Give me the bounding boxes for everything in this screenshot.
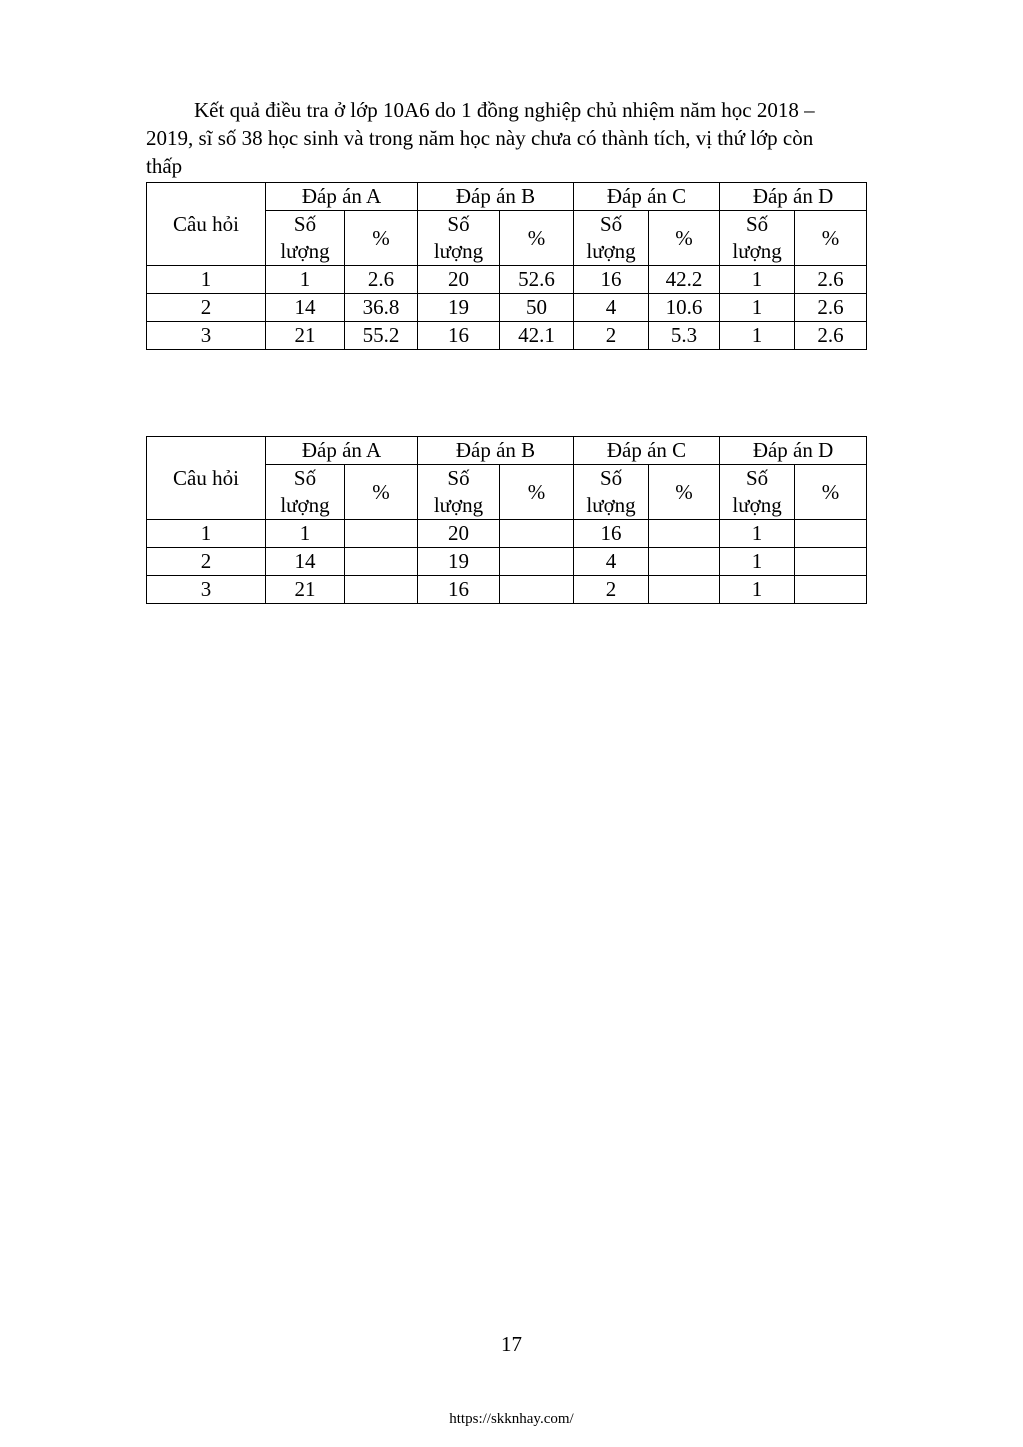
header-answer-b: Đáp án B <box>418 437 574 465</box>
cell-a-percent <box>345 520 418 548</box>
header-quantity: Số lượng <box>720 465 795 520</box>
cell-question: 3 <box>147 576 266 604</box>
cell-c-percent: 10.6 <box>649 294 720 322</box>
cell-a-percent <box>345 548 418 576</box>
cell-b-percent <box>500 520 574 548</box>
cell-b-count: 19 <box>418 294 500 322</box>
header-quantity: Số lượng <box>574 211 649 266</box>
cell-d-percent: 2.6 <box>795 266 867 294</box>
header-percent: % <box>500 211 574 266</box>
cell-question: 1 <box>147 266 266 294</box>
header-answer-c: Đáp án C <box>574 437 720 465</box>
cell-c-percent <box>649 520 720 548</box>
header-percent: % <box>500 465 574 520</box>
table-row <box>147 294 867 322</box>
intro-line-2: 2019, sĩ số 38 học sinh và trong năm học này chưa có thành tích, vị thứ lớp còn <box>146 126 814 150</box>
cell-a-percent: 36.8 <box>345 294 418 322</box>
cell-d-percent <box>795 520 867 548</box>
cell-d-count: 1 <box>720 322 795 350</box>
table-row <box>147 576 867 604</box>
cell-b-count: 19 <box>418 548 500 576</box>
cell-c-count: 2 <box>574 576 649 604</box>
cell-a-count: 1 <box>266 266 345 294</box>
table-row <box>147 548 867 576</box>
cell-d-count: 1 <box>720 520 795 548</box>
cell-c-percent: 5.3 <box>649 322 720 350</box>
header-quantity: Số lượng <box>266 211 345 266</box>
cell-b-count: 16 <box>418 322 500 350</box>
intro-line-3: thấp <box>146 154 183 178</box>
cell-b-count: 16 <box>418 576 500 604</box>
cell-d-percent <box>795 548 867 576</box>
cell-c-count: 4 <box>574 548 649 576</box>
cell-question: 1 <box>147 520 266 548</box>
header-quantity: Số lượng <box>266 465 345 520</box>
cell-a-percent: 55.2 <box>345 322 418 350</box>
intro-paragraph <box>146 96 916 180</box>
header-quantity: Số lượng <box>574 465 649 520</box>
table-row <box>147 520 867 548</box>
header-answer-c: Đáp án C <box>574 183 720 211</box>
cell-d-percent: 2.6 <box>795 294 867 322</box>
header-percent: % <box>795 465 867 520</box>
header-answer-d: Đáp án D <box>720 183 867 211</box>
cell-question: 3 <box>147 322 266 350</box>
intro-line-1: Kết quả điều tra ở lớp 10A6 do 1 đồng nghiệp chủ nhiệm năm học 2018 – <box>194 98 815 122</box>
cell-d-count: 1 <box>720 294 795 322</box>
footer-url[interactable]: https://skknhay.com/ <box>449 1411 574 1427</box>
cell-b-count: 20 <box>418 266 500 294</box>
cell-a-count: 14 <box>266 294 345 322</box>
table-row <box>147 322 867 350</box>
cell-b-count: 20 <box>418 520 500 548</box>
header-answer-d: Đáp án D <box>720 437 867 465</box>
results-table-filled <box>146 182 867 350</box>
header-percent: % <box>649 211 720 266</box>
cell-c-percent: 42.2 <box>649 266 720 294</box>
cell-d-count: 1 <box>720 548 795 576</box>
header-quantity: Số lượng <box>418 465 500 520</box>
cell-d-count: 1 <box>720 266 795 294</box>
cell-a-percent <box>345 576 418 604</box>
header-answer-a: Đáp án A <box>266 183 418 211</box>
header-percent: % <box>345 211 418 266</box>
cell-d-count: 1 <box>720 576 795 604</box>
header-answer-b: Đáp án B <box>418 183 574 211</box>
cell-a-count: 14 <box>266 548 345 576</box>
cell-b-percent <box>500 576 574 604</box>
cell-b-percent: 52.6 <box>500 266 574 294</box>
cell-c-count: 4 <box>574 294 649 322</box>
cell-c-percent <box>649 576 720 604</box>
cell-b-percent <box>500 548 574 576</box>
cell-a-count: 21 <box>266 576 345 604</box>
cell-a-count: 21 <box>266 322 345 350</box>
results-table-blank <box>146 436 867 604</box>
cell-question: 2 <box>147 294 266 322</box>
cell-c-percent <box>649 548 720 576</box>
header-percent: % <box>795 211 867 266</box>
cell-c-count: 2 <box>574 322 649 350</box>
cell-d-percent <box>795 576 867 604</box>
header-quantity: Số lượng <box>418 211 500 266</box>
cell-a-percent: 2.6 <box>345 266 418 294</box>
cell-c-count: 16 <box>574 520 649 548</box>
cell-c-count: 16 <box>574 266 649 294</box>
header-answer-a: Đáp án A <box>266 437 418 465</box>
cell-a-count: 1 <box>266 520 345 548</box>
table-row <box>147 266 867 294</box>
header-percent: % <box>345 465 418 520</box>
header-quantity: Số lượng <box>720 211 795 266</box>
header-question: Câu hỏi <box>147 437 266 520</box>
header-percent: % <box>649 465 720 520</box>
cell-b-percent: 42.1 <box>500 322 574 350</box>
cell-b-percent: 50 <box>500 294 574 322</box>
page-number: 17 <box>501 1332 522 1356</box>
cell-d-percent: 2.6 <box>795 322 867 350</box>
cell-question: 2 <box>147 548 266 576</box>
header-question: Câu hỏi <box>147 183 266 266</box>
